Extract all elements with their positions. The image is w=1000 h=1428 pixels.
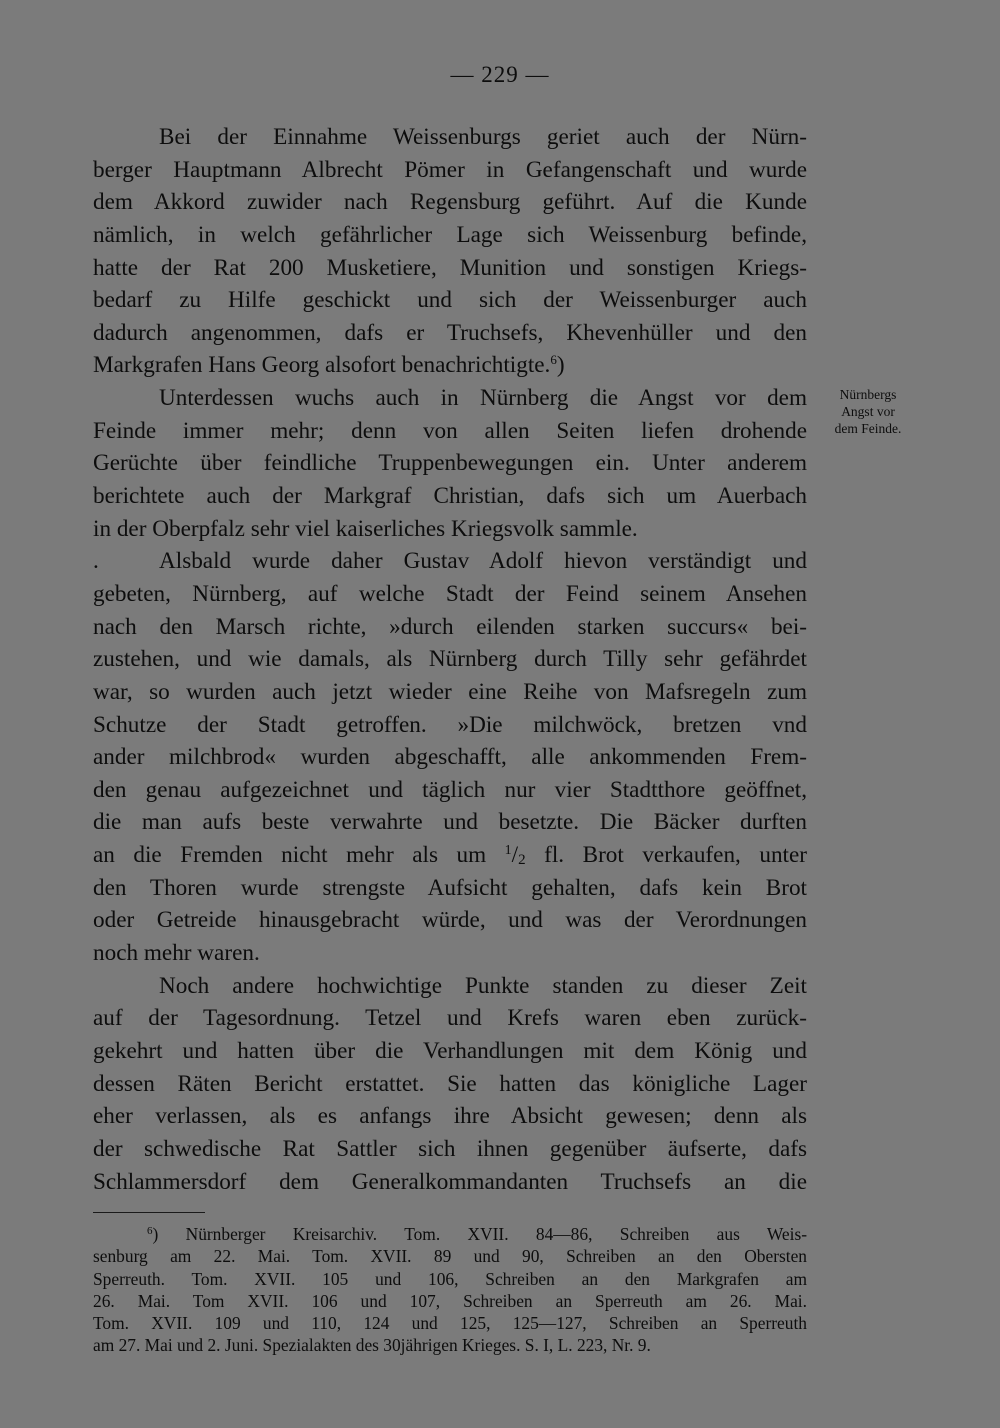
text-line: Bei der Einnahme Weissenburgs geriet auch der Nürn- bbox=[159, 124, 807, 150]
text-line: Noch andere hochwichtige Punkte standen zu dieser Zeit bbox=[159, 972, 807, 999]
fraction-numerator: 1 bbox=[504, 843, 512, 859]
text-line: berichtete auch der Markgraf Christian, dafs sich um Auerbach bbox=[93, 483, 807, 510]
text-line: dadurch angenommen, dafs er Truchsefs, Khevenhüller und den bbox=[93, 319, 807, 346]
text-line: eher verlassen, als es anfangs ihre Absicht gewesen; denn als bbox=[93, 1103, 807, 1130]
text-line: oder Getreide hinausgebracht würde, und was der Verordnungen bbox=[93, 907, 807, 934]
margin-note-line: dem Feinde. bbox=[834, 421, 902, 436]
text-line: der schwedische Rat Sattler sich ihnen gegenüber äufserte, dafs bbox=[93, 1135, 807, 1162]
text-line: dessen Räten Bericht erstattet. Sie hatten das königliche Lager bbox=[93, 1070, 807, 1097]
text-line: dem Akkord zuwider nach Regensburg geführt. Auf die Kunde bbox=[93, 189, 807, 216]
text-line: den Thoren wurde strengste Aufsicht gehalten, dafs kein Brot bbox=[93, 874, 807, 901]
footnote-line: Sperreuth. Tom. XVII. 105 und 106, Schreiben an den Markgrafen am bbox=[93, 1268, 807, 1289]
text-line-content: fl. Brot verkaufen, unter bbox=[525, 842, 807, 869]
footnote-line: senburg am 22. Mai. Tom. XVII. 89 und 90, Schreiben an den Obersten bbox=[93, 1246, 807, 1267]
text-line: hatte der Rat 200 Musketiere, Munition und sonstigen Kriegs- bbox=[93, 254, 807, 281]
margin-note-line: Angst vor bbox=[841, 404, 895, 419]
footnotes bbox=[93, 1223, 807, 1357]
text-line: gekehrt und hatten über die Verhandlungen mit dem König und bbox=[93, 1037, 807, 1064]
text-line-content: Alsbald wurde daher Gustav Adolf hievon verständigt und bbox=[159, 548, 807, 575]
page-number: — 229 — bbox=[450, 62, 550, 87]
text-line: bedarf zu Hilfe geschickt und sich der Weissenburger auch bbox=[93, 287, 807, 314]
margin-note bbox=[818, 386, 918, 437]
text-line: Schutze der Stadt getroffen. »Die milchwöck, bretzen vnd bbox=[93, 711, 807, 738]
footnote-line: am 27. Mai und 2. Juni. Spezialakten des 30jährigen Krieges. S. I, L. 223, Nr. 9. bbox=[93, 1335, 651, 1356]
text-line: die man aufs beste verwahrte und besetzte. Die Bäcker durften bbox=[93, 809, 807, 836]
text-line: nämlich, in welch gefährlicher Lage sich Weissenburg befinde, bbox=[93, 221, 807, 248]
footnote-line: 26. Mai. Tom XVII. 106 und 107, Schreiben an Sperreuth am 26. Mai. bbox=[93, 1290, 807, 1311]
text-line: in der Oberpfalz sehr viel kaiserliches Kriegsvolk sammle. bbox=[93, 515, 638, 542]
text-line: Markgrafen Hans Georg alsofort benachrichtigte.$^6$) bbox=[93, 352, 565, 379]
text-line: noch mehr waren. bbox=[93, 940, 260, 967]
text-line-content: Markgrafen Hans Georg alsofort benachrichtigte. bbox=[93, 352, 551, 379]
footnote-divider bbox=[93, 1212, 205, 1213]
footnote-line bbox=[93, 1223, 807, 1245]
text-line: gebeten, Nürnberg, auf welche Stadt der Feind seinem Ansehen bbox=[93, 580, 807, 607]
text-line: Feinde immer mehr; denn von allen Seiten liefen drohende bbox=[93, 417, 807, 444]
footnote-text: ) Nürnberger Kreisarchiv. Tom. XVII. 84—86, Schreiben aus Weis- bbox=[152, 1224, 807, 1244]
fraction-denominator: 2 bbox=[518, 852, 526, 869]
text-line: auf der Tagesordnung. Tetzel und Krefs waren eben zurück- bbox=[93, 1005, 807, 1032]
text-line bbox=[93, 545, 807, 578]
text-line: nach den Marsch richte, »durch eilenden starken succurs« bei- bbox=[93, 613, 807, 640]
text-line: zustehen, und wie damals, als Nürnberg durch Tilly sehr gefährdet bbox=[93, 646, 807, 673]
text-line-content: an die Fremden nicht mehr als um bbox=[93, 842, 505, 869]
stray-dot: . bbox=[93, 548, 99, 575]
text-line: an die Fremden nicht mehr als um $^1$/2 fl. Brot verkaufen, unter bbox=[93, 842, 807, 869]
text-line: Gerüchte über feindliche Truppenbewegungen ein. Unter anderem bbox=[93, 450, 807, 477]
text-line: berger Hauptmann Albrecht Pömer in Gefangenschaft und wurde bbox=[93, 156, 807, 183]
text-line: Unterdessen wuchs auch in Nürnberg die Angst vor dem bbox=[159, 385, 807, 412]
text-line: war, so wurden auch jetzt wieder eine Reihe von Mafsregeln zum bbox=[93, 678, 807, 705]
text-line: ander milchbrod« wurden abgeschafft, alle ankommenden Frem- bbox=[93, 744, 807, 771]
margin-note-line: Nürnbergs bbox=[839, 387, 897, 402]
main-text bbox=[93, 121, 807, 1198]
footnote-marker: 6 bbox=[147, 1225, 153, 1237]
footnote-line: Tom. XVII. 109 und 110, 124 und 125, 125—127, Schreiben an Sperreuth bbox=[93, 1313, 807, 1334]
text-line: Schlammersdorf dem Generalkommandanten Truchsefs an die bbox=[93, 1168, 807, 1195]
footnote-reference: 6 bbox=[550, 352, 557, 368]
text-line: den genau aufgezeichnet und täglich nur vier Stadtthore geöffnet, bbox=[93, 776, 807, 803]
